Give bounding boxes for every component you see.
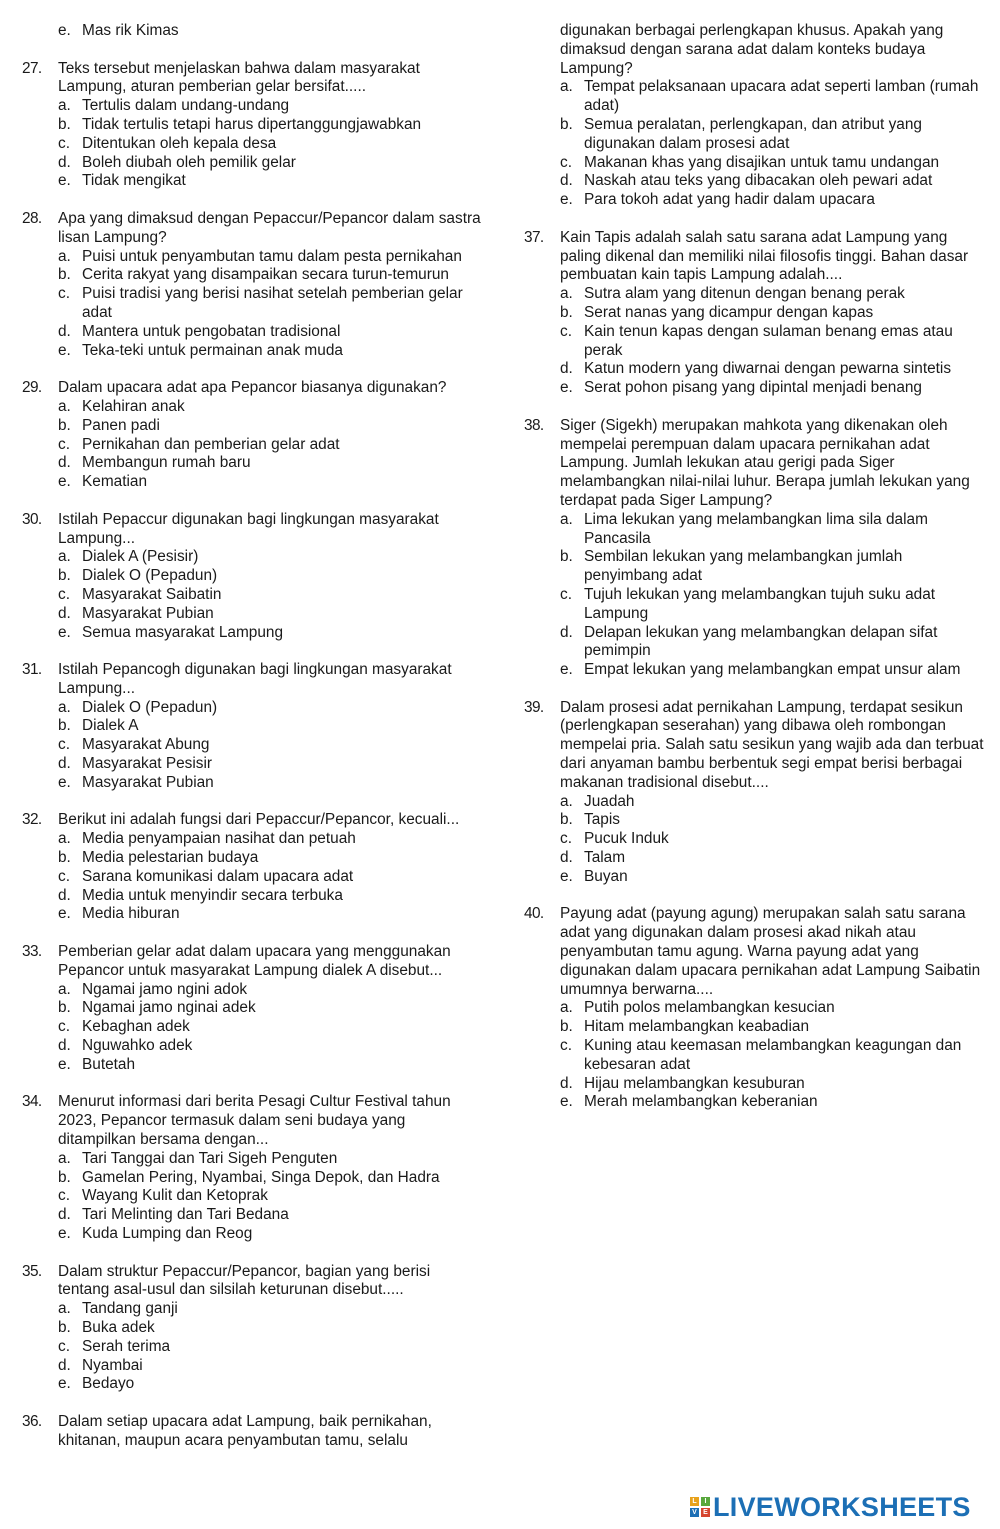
option-letter: a. [58, 1300, 71, 1318]
option-letter: d. [560, 623, 573, 641]
option-letter: d. [560, 172, 573, 190]
option-letter: a. [58, 980, 71, 998]
option-text: Media pelestarian budaya [82, 849, 259, 867]
option-text: Tertulis dalam undang-undang [82, 97, 290, 115]
option-text: Lima lekukan yang melambangkan lima sila dalam Pancasila [584, 510, 928, 547]
option-letter: b. [58, 1168, 71, 1186]
option-text: Hitam melambangkan keabadian [584, 1018, 810, 1036]
question-text: Berikut ini adalah fungsi dari Pepaccur/Pepancor, kecuali... [58, 811, 460, 829]
option-b [58, 717, 482, 736]
option-text: Dialek O (Pepadun) [82, 698, 218, 716]
option-d [560, 1075, 984, 1094]
option-d [58, 755, 482, 774]
option-b [58, 849, 482, 868]
option-text: Semua masyarakat Lampung [82, 623, 284, 641]
option-c [58, 868, 482, 887]
option-letter: e. [58, 773, 71, 791]
option-letter: b. [560, 303, 573, 321]
option-e [560, 1093, 984, 1112]
question-number: 38. [524, 416, 544, 434]
option-text: Tempat pelaksanaan upacara adat seperti lamban (rumah adat) [584, 78, 979, 115]
option-list [58, 1300, 482, 1394]
option-text: Tapis [584, 811, 620, 829]
option-a [560, 78, 984, 116]
option-letter: a. [58, 247, 71, 265]
option-text: Gamelan Pering, Nyambai, Singa Depok, dan Hadra [82, 1168, 440, 1186]
option-letter: e. [560, 867, 573, 885]
option-text: Empat lekukan yang melambangkan empat unsur alam [584, 661, 961, 679]
option-e [58, 774, 482, 793]
option-text: Membangun rumah baru [82, 454, 251, 472]
logo-mark-cell: I [701, 1497, 710, 1506]
option-letter: c. [560, 322, 572, 340]
option-text: Mas rik Kimas [82, 22, 179, 39]
question-39 [524, 699, 984, 887]
logo-mark-cell: V [690, 1508, 699, 1517]
option-a [58, 699, 482, 718]
option-a [560, 285, 984, 304]
option-letter: c. [58, 736, 70, 754]
option-letter: e. [58, 905, 71, 923]
option-text: Tujuh lekukan yang melambangkan tujuh suku adat Lampung [584, 585, 936, 622]
option-b [560, 116, 984, 154]
option-letter: c. [58, 585, 70, 603]
question-text: Pemberian gelar adat dalam upacara yang menggunakan Pepancor untuk masyarakat Lampung dialek A disebut... [58, 943, 451, 979]
option-a [58, 1150, 482, 1169]
option-text: Serat pohon pisang yang dipintal menjadi benang [584, 379, 922, 397]
question-number: 32. [22, 811, 42, 829]
option-text: Buka adek [82, 1318, 155, 1336]
option-c [58, 1338, 482, 1357]
option-text: Puisi untuk penyambutan tamu dalam pesta pernikahan [82, 247, 462, 265]
option-text: Ngamai jamo ngini adok [82, 980, 248, 998]
option-text: Dialek A (Pesisir) [82, 548, 199, 566]
option-letter: c. [560, 585, 572, 603]
option-list [58, 398, 482, 492]
question-number: 36. [22, 1412, 42, 1430]
option-e [560, 379, 984, 398]
question-31 [22, 661, 482, 793]
question-number: 27. [22, 59, 42, 77]
option-letter: b. [58, 416, 71, 434]
option-text: Ngamai jamo nginai adek [82, 999, 256, 1017]
option-text: Naskah atau teks yang dibacakan oleh pewari adat [584, 172, 933, 190]
option-letter: a. [58, 548, 71, 566]
option-text: Wayang Kulit dan Ketoprak [82, 1187, 268, 1205]
question-text: Dalam struktur Pepaccur/Pepancor, bagian yang berisi tentang asal-usul dan silsilah keturunan disebut..... [58, 1262, 431, 1299]
option-list [58, 97, 482, 191]
option-letter: c. [58, 1018, 70, 1036]
option-c [58, 135, 482, 154]
option-letter: e. [58, 623, 71, 641]
option-list [560, 511, 984, 680]
option-letter: d. [58, 153, 71, 171]
question-number: 40. [524, 905, 544, 923]
option-list [58, 1150, 482, 1244]
option-text: Mantera untuk pengobatan tradisional [82, 322, 341, 340]
option-letter: e. [58, 473, 71, 491]
option-d [58, 887, 482, 906]
option-letter: b. [58, 849, 71, 867]
option-letter: a. [58, 698, 71, 716]
question-38 [524, 417, 984, 680]
option-letter: d. [58, 1356, 71, 1374]
option-text: Masyarakat Abung [82, 736, 210, 754]
option-text: Katun modern yang diwarnai dengan pewarna sintetis [584, 360, 952, 378]
option-b [560, 304, 984, 323]
option-letter: e. [560, 1093, 573, 1111]
option-a [58, 1300, 482, 1319]
option-e [58, 1375, 482, 1394]
option-letter: a. [58, 397, 71, 415]
option-b [560, 811, 984, 830]
option-letter: e. [58, 341, 71, 359]
option-letter: b. [560, 548, 573, 566]
option-b [58, 266, 482, 285]
option-e [560, 191, 984, 210]
option-c [58, 1187, 482, 1206]
option-a [560, 511, 984, 549]
question-number: 39. [524, 698, 544, 716]
question-text: Menurut informasi dari berita Pesagi Cultur Festival tahun 2023, Pepancor termasuk dalam seni budaya yang ditampilkan bersama dengan... [58, 1093, 451, 1149]
option-b [58, 417, 482, 436]
option-text: Masyarakat Saibatin [82, 585, 222, 603]
option-text: Masyarakat Pubian [82, 604, 214, 622]
option-d [560, 360, 984, 379]
option-d [560, 172, 984, 191]
option-letter: b. [58, 567, 71, 585]
option-b [58, 116, 482, 135]
option-e [58, 905, 482, 924]
option-text: Sutra alam yang ditenun dengan benang perak [584, 285, 905, 303]
option-c [560, 830, 984, 849]
question-28 [22, 210, 482, 360]
option-a [560, 793, 984, 812]
option-d [58, 1037, 482, 1056]
option-letter: d. [58, 755, 71, 773]
option-b [58, 1169, 482, 1188]
question-30 [22, 511, 482, 643]
option-letter: b. [58, 1318, 71, 1336]
option-letter: d. [560, 360, 573, 378]
option-letter: d. [58, 886, 71, 904]
question-number: 33. [22, 943, 42, 961]
option-c [560, 586, 984, 624]
option-text: Delapan lekukan yang melambangkan delapan sifat pemimpin [584, 623, 938, 660]
option-letter: e. [560, 191, 573, 209]
liveworksheets-logo [690, 1492, 990, 1522]
option-d [58, 454, 482, 473]
leading-option [22, 22, 482, 41]
option-a [58, 248, 482, 267]
option-e [58, 342, 482, 361]
question-text: digunakan berbagai perlengkapan khusus. Apakah yang dimaksud dengan sarana adat dalam konteks budaya Lampung? [560, 22, 944, 77]
option-text: Pernikahan dan pemberian gelar adat [82, 435, 340, 453]
option-text: Semua peralatan, perlengkapan, dan atribut yang digunakan dalam prosesi adat [584, 115, 922, 152]
option-text: Kebaghan adek [82, 1018, 190, 1036]
option-a [58, 398, 482, 417]
option-letter: b. [560, 115, 573, 133]
option-text: Boleh diubah oleh pemilik gelar [82, 153, 296, 171]
option-letter: b. [58, 115, 71, 133]
option-e [560, 661, 984, 680]
option-text: Dialek O (Pepadun) [82, 567, 218, 585]
question-35 [22, 1263, 482, 1395]
option-text: Media hiburan [82, 905, 180, 923]
logo-mark-cell: L [690, 1497, 699, 1506]
question-34 [22, 1093, 482, 1243]
question-number: 31. [22, 661, 42, 679]
option-letter: a. [58, 830, 71, 848]
option-letter: c. [58, 1337, 70, 1355]
option-letter: e. [58, 1055, 71, 1073]
option-letter: d. [58, 454, 71, 472]
question-number: 35. [22, 1262, 42, 1280]
option-a [58, 830, 482, 849]
option-list [58, 548, 482, 642]
option-b [58, 567, 482, 586]
option-list [560, 285, 984, 398]
option-list [560, 78, 984, 210]
option-d [560, 624, 984, 662]
option-text: Bedayo [82, 1375, 135, 1393]
option-text: Nyambai [82, 1356, 143, 1374]
question-text: Siger (Sigekh) merupakan mahkota yang dikenakan oleh mempelai perempuan dalam upacara pernikahan adat Lampung. Jumlah lekukan atau gerigi pada Siger melambangkan nilai-nilai luhur. Berapa jumlah lekukan yang terdapat pada Siger Lampung? [560, 416, 970, 509]
option-e [58, 473, 482, 492]
option-a [58, 548, 482, 567]
option-b [560, 548, 984, 586]
option-text: Tari Tanggai dan Tari Sigeh Penguten [82, 1149, 338, 1167]
option-e [58, 1225, 482, 1244]
option-text: Buyan [584, 867, 628, 885]
option-text: Kematian [82, 473, 148, 491]
option-text: Makanan khas yang disajikan untuk tamu undangan [584, 153, 940, 171]
question-number: 29. [22, 379, 42, 397]
option-text: Para tokoh adat yang hadir dalam upacara [584, 191, 875, 209]
option-text: Butetah [82, 1055, 136, 1073]
question-text: Istilah Pepaccur digunakan bagi lingkungan masyarakat Lampung... [58, 510, 439, 547]
option-text: Tari Melinting dan Tari Bedana [82, 1206, 289, 1224]
question-text: Teks tersebut menjelaskan bahwa dalam masyarakat Lampung, aturan pemberian gelar bersifat..... [58, 59, 420, 96]
logo-mark-cell: E [701, 1508, 710, 1517]
option-letter: e. [560, 661, 573, 679]
option-letter: c. [560, 830, 572, 848]
question-number: 28. [22, 209, 42, 227]
option-text: Putih polos melambangkan kesucian [584, 999, 835, 1017]
question-text: Apa yang dimaksud dengan Pepaccur/Pepancor dalam sastra lisan Lampung? [58, 209, 481, 246]
option-letter: b. [560, 811, 573, 829]
option-c [58, 1018, 482, 1037]
option-letter: d. [560, 849, 573, 867]
option-a [58, 97, 482, 116]
question-text: Dalam setiap upacara adat Lampung, baik pernikahan, khitanan, maupun acara penyambutan tamu, selalu [58, 1412, 432, 1449]
option-b [58, 1319, 482, 1338]
option-letter: a. [58, 97, 71, 115]
option-text: Kain tenun kapas dengan sulaman benang emas atau perak [584, 322, 953, 359]
question-number: 34. [22, 1093, 42, 1111]
question-37 [524, 229, 984, 398]
logo-text: LIVEWORKSHEETS [713, 1491, 971, 1522]
question-40 [524, 905, 984, 1112]
option-text: Dialek A [82, 717, 139, 735]
question-32 [22, 811, 482, 924]
option-text: Tandang ganji [82, 1300, 178, 1318]
option-letter: c. [58, 1187, 70, 1205]
question-29 [22, 379, 482, 492]
option-text: Kelahiran anak [82, 397, 185, 415]
option-letter: a. [560, 285, 573, 303]
option-letter: a. [560, 999, 573, 1017]
option-text: Sembilan lekukan yang melambangkan jumlah penyimbang adat [584, 548, 903, 585]
option-c [58, 586, 482, 605]
option-text: Kuda Lumping dan Reog [82, 1225, 253, 1242]
option-text: Cerita rakyat yang disampaikan secara turun-temurun [82, 266, 449, 284]
option-letter: b. [560, 1018, 573, 1036]
option-text: Teka-teki untuk permainan anak muda [82, 341, 343, 359]
question-36 [22, 1413, 482, 1451]
option-letter: b. [58, 266, 71, 284]
option-b [58, 999, 482, 1018]
option-letter: d. [560, 1074, 573, 1092]
option-text: Puisi tradisi yang berisi nasihat setelah pemberian gelar adat [82, 285, 463, 321]
option-text: Kuning atau keemasan melambangkan keagungan dan kebesaran adat [584, 1037, 962, 1073]
option-b [560, 1018, 984, 1037]
option-list [560, 999, 984, 1112]
option-letter: e. [560, 379, 573, 397]
option-e [58, 172, 482, 191]
question-text: Dalam prosesi adat pernikahan Lampung, terdapat sesikun (perlengkapan seserahan) yang dibawa oleh rombongan mempelai pria. Salah satu sesikun yang wajib ada dan terbuat dari anyaman bambu berbentuk segi empat berisi berbagai makanan tradisional disebut.... [560, 698, 984, 791]
option-d [58, 1206, 482, 1225]
option-text: Masyarakat Pubian [82, 773, 214, 791]
logo-mark-icon [690, 1497, 710, 1517]
option-text: Serah terima [82, 1337, 171, 1355]
question-33 [22, 943, 482, 1075]
option-c [560, 323, 984, 361]
option-d [58, 154, 482, 173]
question-text: Payung adat (payung agung) merupakan salah satu sarana adat yang digunakan dalam prosesi akad nikah atau penyambutan tamu agung. Warna payung adat yang digunakan dalam upacara pernikahan adat Lampung Saibatin umumnya berwarna.... [560, 905, 981, 998]
option-text: Pucuk Induk [584, 830, 669, 848]
question-number: 37. [524, 228, 544, 246]
continued-question [524, 22, 984, 210]
question-text: Istilah Pepancogh digunakan bagi lingkungan masyarakat Lampung... [58, 661, 452, 697]
option-e [58, 1056, 482, 1075]
option-letter: d. [58, 322, 71, 340]
option-letter: c. [58, 435, 70, 453]
left-question-list [22, 60, 482, 1451]
option-list [58, 981, 482, 1075]
option-letter: b. [58, 717, 71, 735]
option-text: Serat nanas yang dicampur dengan kapas [584, 303, 874, 321]
option-text: Media untuk menyindir secara terbuka [82, 886, 343, 904]
question-text: Kain Tapis adalah salah satu sarana adat Lampung yang paling dikenal dan memiliki nilai filosofis tinggi. Bahan dasar pembuatan kain tapis Lampung adalah.... [560, 228, 969, 284]
option-c [58, 285, 482, 323]
option-letter: c. [560, 1037, 572, 1055]
option-text: Juadah [584, 792, 635, 810]
option-a [58, 981, 482, 1000]
option-letter: c. [58, 134, 70, 152]
option-letter: c. [58, 867, 70, 885]
option-text: Talam [584, 849, 626, 867]
option-text: Nguwahko adek [82, 1037, 193, 1055]
option-letter: e. [58, 1375, 71, 1393]
option-letter: a. [560, 510, 573, 528]
option-text: Media penyampaian nasihat dan petuah [82, 830, 356, 848]
option-letter: e. [58, 172, 71, 190]
option-text: Panen padi [82, 416, 160, 434]
option-d [58, 323, 482, 342]
right-column [524, 22, 984, 1131]
option-c [58, 736, 482, 755]
option-letter: d. [58, 1037, 71, 1055]
option-list [58, 699, 482, 793]
option-letter: e. [58, 22, 71, 39]
option-list [560, 793, 984, 887]
option-letter: c. [560, 153, 572, 171]
option-letter: e. [58, 1225, 71, 1242]
option-letter: b. [58, 999, 71, 1017]
option-list [58, 248, 482, 361]
option-a [560, 999, 984, 1018]
option-letter: c. [58, 285, 70, 303]
option-letter: d. [58, 1206, 71, 1224]
option-d [560, 849, 984, 868]
option-letter: a. [58, 1149, 71, 1167]
option-list [58, 830, 482, 924]
option-text: Ditentukan oleh kepala desa [82, 134, 277, 152]
option-text: Hijau melambangkan kesuburan [584, 1074, 805, 1092]
question-text: Dalam upacara adat apa Pepancor biasanya digunakan? [58, 379, 447, 397]
option-d [58, 605, 482, 624]
question-number: 30. [22, 510, 42, 528]
option-d [58, 1357, 482, 1376]
option-letter: a. [560, 792, 573, 810]
option-letter: a. [560, 78, 573, 96]
option-e [58, 624, 482, 643]
option-c [58, 436, 482, 455]
option-text: Merah melambangkan keberanian [584, 1093, 818, 1111]
question-27 [22, 60, 482, 192]
option-text: Tidak tertulis tetapi harus dipertanggungjawabkan [82, 115, 422, 133]
option-c [560, 1037, 984, 1075]
option-letter: d. [58, 604, 71, 622]
option-e [560, 868, 984, 887]
option-text: Sarana komunikasi dalam upacara adat [82, 867, 354, 885]
left-column [22, 22, 482, 1451]
right-question-list [524, 229, 984, 1112]
option-c [560, 154, 984, 173]
option-text: Masyarakat Pesisir [82, 755, 213, 773]
option-text: Tidak mengikat [82, 172, 186, 190]
